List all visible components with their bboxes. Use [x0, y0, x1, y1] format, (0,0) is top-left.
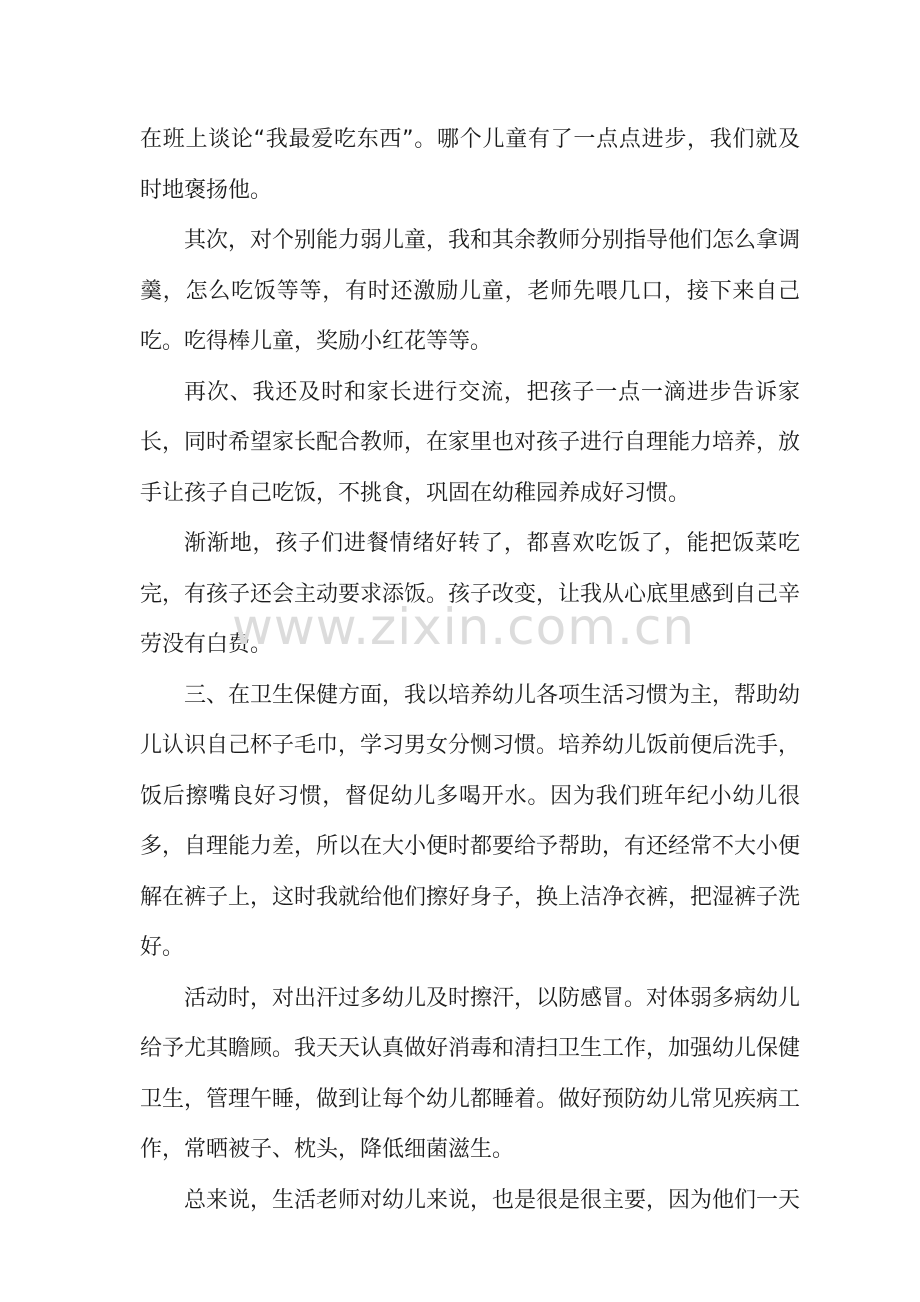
- paragraph-continuation: 在班上谈论“我最爱吃东西”。哪个儿童有了一点点进步，我们就及时地褒扬他。: [140, 127, 800, 203]
- paragraph-health-care: 三、在卫生保健方面，我以培养幼儿各项生活习惯为主，帮助幼儿认识自己杯子毛巾，学习男女分恻习惯。培养幼儿饭前便后洗手，饭后擦嘴良好习惯，督促幼儿多喝开水。因为我们班年纪小幼儿很多，自理能力差，所以在大小便时都要给予帮助，有还经常不大小便解在裤子上，这时我就给他们擦好身子，换上洁净衣裤，把湿裤子洗好。: [140, 682, 801, 960]
- paragraph-activities: 活动时，对出汗过多幼儿及时擦汗，以防感冒。对体弱多病幼儿给予尤其瞻顾。我天天认真做好消毒和清扫卫生工作，加强幼儿保健卫生，管理午睡，做到让每个幼儿都睡着。做好预防幼儿常见疾病工作，常晒被子、枕头，降低细菌滋生。: [140, 985, 801, 1162]
- paragraph-individual-guidance: 其次，对个别能力弱儿童，我和其余教师分别指导他们怎么拿调羹，怎么吃饭等等，有时还激励儿童，老师先喂几口，接下来自己吃。吃得棒儿童，奖励小红花等等。: [140, 228, 801, 354]
- paragraph-summary: 总来说，生活老师对幼儿来说，也是很是很主要，因为他们一天: [184, 1187, 801, 1213]
- paragraph-parent-communication: 再次、我还及时和家长进行交流，把孩子一点一滴进步告诉家长，同时希望家长配合教师，在家里也对孩子进行自理能力培养，放手让孩子自己吃饭，不挑食，巩固在幼稚园养成好习惯。: [140, 379, 801, 506]
- document-body: [140, 115, 800, 1226]
- paragraph-progress: 渐渐地，孩子们进餐情绪好转了，都喜欢吃饭了，能把饭菜吃完，有孩子还会主动要求添饭。孩子改变，让我从心底里感到自己辛劳没有白费。: [140, 531, 801, 657]
- watermark: www.zixin.com.cn: [232, 598, 696, 656]
